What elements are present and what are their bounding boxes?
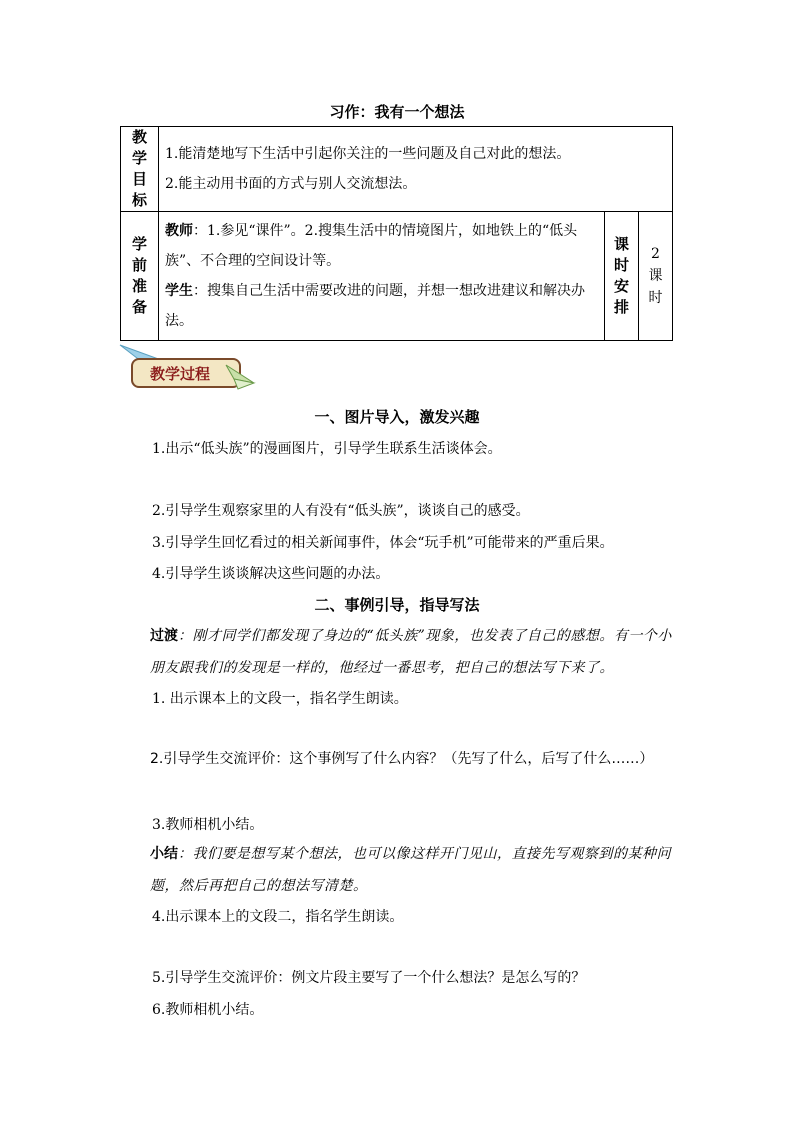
transition-label: 过渡	[150, 628, 178, 644]
badge-label: 教学过程	[149, 365, 211, 383]
student-prep	[165, 276, 598, 336]
prep-content	[159, 212, 605, 341]
goal-item: 1.能清楚地写下生活中引起你关注的一些问题及自己对此的想法。	[165, 146, 571, 162]
goals-label	[121, 127, 159, 212]
goals-label-char: 目	[131, 170, 147, 188]
goals-content	[159, 127, 673, 212]
section2-item: 2.引导学生交流评价：这个事例写了什么内容？（先写了什么，后写了什么……）	[150, 751, 654, 767]
hours-label-char: 时	[613, 256, 629, 274]
paper-plane-icon	[118, 343, 258, 395]
section1-heading: 一、图片导入，激发兴趣	[314, 408, 480, 426]
transition-text: ：刚才同学们都发现了身边的“低头族”现象，也发表了自己的感想。有一个小朋友跟我们的发现是一样的，他经过一番思考，把自己的想法写下来了。	[150, 628, 672, 676]
hours-label-char: 安	[613, 277, 629, 295]
teacher-prep	[165, 216, 598, 276]
section2-item: 4.出示课本上的文段二，指名学生朗读。	[152, 909, 404, 925]
section2-item: 1. 出示课本上的文段一，指名学生朗读。	[152, 691, 408, 707]
transition-paragraph	[120, 620, 673, 684]
goal-item: 2.能主动用书面的方式与别人交流想法。	[165, 176, 417, 192]
prep-label-char: 前	[131, 256, 147, 274]
teaching-process-badge	[118, 343, 258, 395]
summary-label: 小结	[150, 846, 178, 862]
goals-label-char: 教	[131, 128, 147, 146]
page-title: 习作：我有一个想法	[329, 103, 465, 121]
hours-label	[605, 212, 639, 341]
hours-label-char: 课	[613, 235, 629, 253]
prep-row	[121, 212, 673, 341]
prep-label-char: 备	[131, 298, 147, 316]
section2-heading: 二、事例引导，指导写法	[314, 596, 480, 614]
hours-label-char: 排	[613, 298, 629, 316]
prep-label-char: 准	[131, 277, 147, 295]
student-label: 学生	[165, 283, 193, 299]
summary-text: ：我们要是想写某个想法，也可以像这样开门见山，直接先写观察到的某种问题，然后再把自己的想法写清楚。	[150, 846, 671, 894]
lesson-plan-table	[120, 126, 673, 341]
prep-label-char: 学	[131, 235, 147, 253]
section1-item: 4.引导学生谈谈解决这些问题的办法。	[152, 566, 390, 582]
section2-item-2	[120, 743, 673, 775]
section1-item: 1.出示“低头族”的漫画图片，引导学生联系生活谈体会。	[152, 441, 502, 457]
prep-label	[121, 212, 159, 341]
section2-item: 5.引导学生交流评价：例文片段主要写了一个什么想法？是怎么写的？	[152, 970, 586, 986]
section2-item: 6.教师相机小结。	[152, 1002, 264, 1018]
teacher-label: 教师	[165, 223, 193, 239]
hours-value-char: 2	[651, 246, 660, 262]
hours-value	[639, 212, 673, 341]
teacher-text: ：1.参见“课件”。2.搜集生活中的情境图片，如地铁上的“低头族”、不合理的空间设计等。	[165, 223, 578, 269]
hours-value-char: 时	[648, 290, 663, 306]
student-text: ：搜集自己生活中需要改进的问题，并想一想改进建议和解决办法。	[165, 283, 585, 329]
summary-paragraph	[120, 838, 673, 902]
hours-value-char: 课	[648, 268, 663, 284]
section1-item: 3.引导学生回忆看过的相关新闻事件，体会“玩手机”可能带来的严重后果。	[152, 535, 614, 551]
section2-item: 3.教师相机小结。	[152, 817, 264, 833]
goals-label-char: 学	[131, 149, 147, 167]
goals-label-char: 标	[131, 191, 147, 209]
goals-row	[121, 127, 673, 212]
section1-item: 2.引导学生观察家里的人有没有“低头族”，谈谈自己的感受。	[152, 503, 530, 519]
